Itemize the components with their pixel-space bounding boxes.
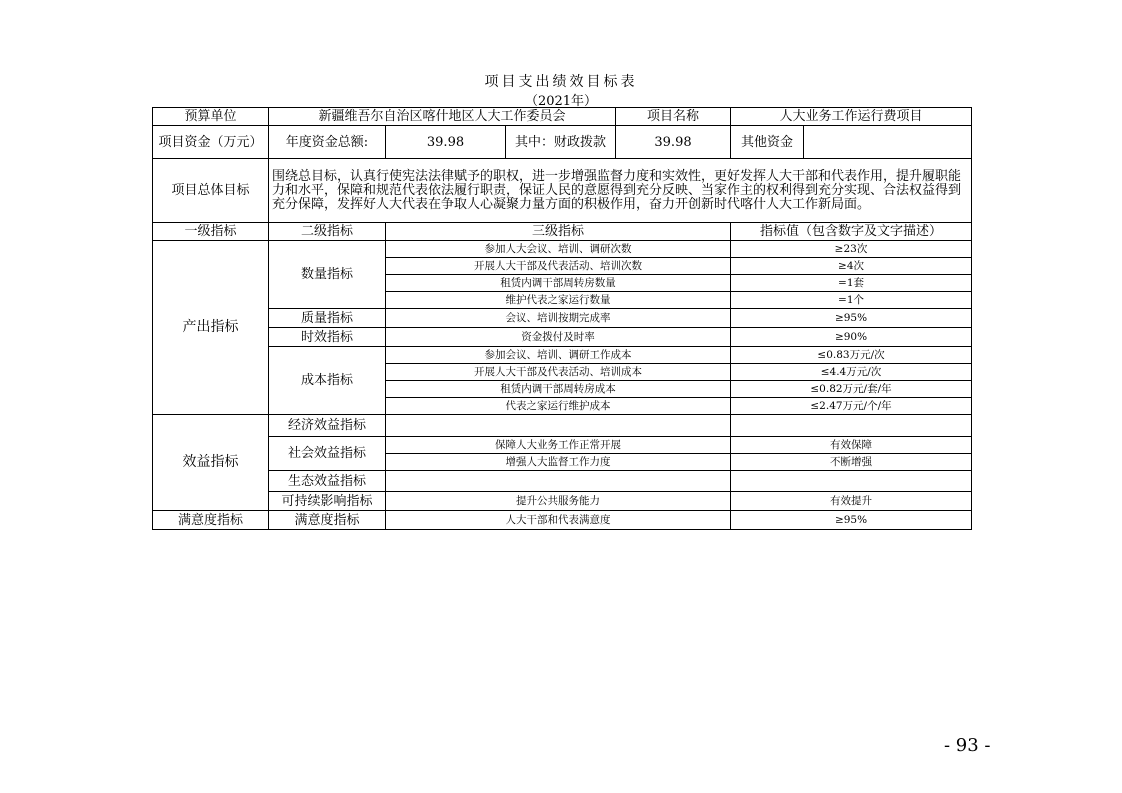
indicator-value: ≥90%	[731, 328, 972, 347]
indicator-name	[386, 415, 731, 437]
budget-unit-label: 预算单位	[153, 108, 269, 126]
table-row	[153, 437, 972, 454]
indicator-name: 人大干部和代表满意度	[386, 511, 731, 530]
annual-total-label: 年度资金总额:	[269, 126, 386, 159]
level2-header: 二级指标	[269, 223, 386, 241]
overall-goal-label: 项目总体目标	[153, 159, 269, 223]
output-indicator-label: 产出指标	[153, 241, 269, 415]
overall-goal-text: 围绕总目标，认真行使宪法法律赋予的职权，进一步增强监督力度和实效性，更好发挥人大干部和代表作用，提升履职能力和水平，保障和规范代表依法履行职责，保证人民的意愿得到充分反映、当家作主的权利得到充分实现、合法权益得到充分保障，发挥好人大代表在争取人心凝聚力量方面的积极作用，奋力开创新时代喀什人大工作新局面。	[269, 159, 972, 223]
other-funds-value	[804, 126, 972, 159]
funds-row	[153, 126, 972, 159]
indicator-name: 参加会议、培训、调研工作成本	[386, 347, 731, 364]
quality-indicator-label: 质量指标	[269, 309, 386, 328]
timeliness-indicator-label: 时效指标	[269, 328, 386, 347]
indicator-name: 租赁内调干部周转房成本	[386, 381, 731, 398]
goal-row	[153, 159, 972, 223]
table-row	[153, 511, 972, 530]
project-name-label: 项目名称	[616, 108, 731, 126]
budget-unit-value: 新疆维吾尔自治区喀什地区人大工作委员会	[269, 108, 616, 126]
level3-header: 三级指标	[386, 223, 731, 241]
table-row	[153, 347, 972, 364]
indicator-name: 开展人大干部及代表活动、培训次数	[386, 258, 731, 275]
value-header: 指标值（包含数字及文字描述）	[731, 223, 972, 241]
table-row	[153, 471, 972, 492]
indicator-value: 不断增强	[731, 454, 972, 471]
indicator-name: 增强人大监督工作力度	[386, 454, 731, 471]
cost-indicator-label: 成本指标	[269, 347, 386, 415]
fiscal-funds-label: 其中：财政拨款	[506, 126, 616, 159]
social-benefit-label: 社会效益指标	[269, 437, 386, 471]
indicator-value: ≤2.47万元/个/年	[731, 398, 972, 415]
indicator-value: ≤0.82万元/套/年	[731, 381, 972, 398]
indicator-name: 参加人大会议、培训、调研次数	[386, 241, 731, 258]
indicator-name: 开展人大干部及代表活动、培训成本	[386, 364, 731, 381]
indicator-value: ≥95%	[731, 309, 972, 328]
fiscal-funds-value: 39.98	[616, 126, 731, 159]
indicator-value: =1套	[731, 275, 972, 292]
economic-benefit-label: 经济效益指标	[269, 415, 386, 437]
table-row	[153, 415, 972, 437]
document-title: 项目支出绩效目标表	[484, 74, 638, 90]
indicator-name	[386, 471, 731, 492]
indicator-name: 保障人大业务工作正常开展	[386, 437, 731, 454]
project-funds-label: 项目资金（万元）	[153, 126, 269, 159]
indicator-value	[731, 471, 972, 492]
performance-target-table	[152, 107, 972, 530]
budget-unit-row	[153, 108, 972, 126]
indicator-value: 有效保障	[731, 437, 972, 454]
page-number: - 93 -	[944, 735, 991, 756]
quantity-indicator-label: 数量指标	[269, 241, 386, 309]
table-row	[153, 492, 972, 511]
indicator-value: ≥4次	[731, 258, 972, 275]
satisfaction-indicator-label: 满意度指标	[153, 511, 269, 530]
ecological-benefit-label: 生态效益指标	[269, 471, 386, 492]
indicator-name: 资金拨付及时率	[386, 328, 731, 347]
indicator-value: ≥95%	[731, 511, 972, 530]
satisfaction-sub-label: 满意度指标	[269, 511, 386, 530]
indicator-value: ≤4.4万元/次	[731, 364, 972, 381]
indicator-name: 会议、培训按期完成率	[386, 309, 731, 328]
indicator-name: 维护代表之家运行数量	[386, 292, 731, 309]
indicator-value: 有效提升	[731, 492, 972, 511]
table-row	[153, 328, 972, 347]
indicator-name: 代表之家运行维护成本	[386, 398, 731, 415]
indicator-value: ≥23次	[731, 241, 972, 258]
sustainable-impact-label: 可持续影响指标	[269, 492, 386, 511]
column-header-row	[153, 223, 972, 241]
indicator-name: 租赁内调干部周转房数量	[386, 275, 731, 292]
indicator-value: =1个	[731, 292, 972, 309]
indicator-value: ≤0.83万元/次	[731, 347, 972, 364]
level1-header: 一级指标	[153, 223, 269, 241]
benefit-indicator-label: 效益指标	[153, 415, 269, 511]
document-year: （2021年）	[524, 94, 598, 109]
other-funds-label: 其他资金	[731, 126, 804, 159]
indicator-name: 提升公共服务能力	[386, 492, 731, 511]
annual-total-value: 39.98	[386, 126, 506, 159]
project-name-value: 人大业务工作运行费项目	[731, 108, 972, 126]
indicator-value	[731, 415, 972, 437]
table-row	[153, 309, 972, 328]
table-row	[153, 241, 972, 258]
